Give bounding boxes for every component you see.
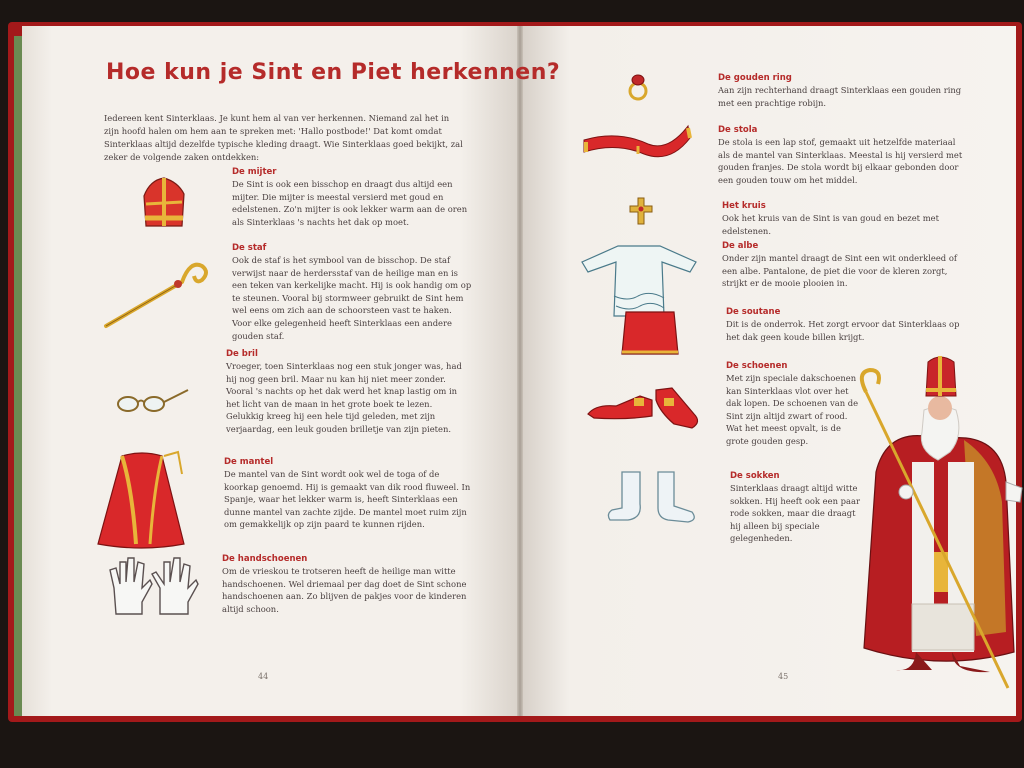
page-title: Hoe kun je Sint en Piet herkennen? (106, 60, 561, 85)
glasses-illustration (114, 386, 192, 416)
mitre-illustration (140, 176, 188, 230)
item-bril (226, 348, 472, 436)
gloves-illustration (108, 554, 200, 618)
item-gouden-ring (718, 72, 968, 109)
item-heading: De schoenen (726, 361, 788, 371)
item-heading: De soutane (726, 307, 781, 317)
item-soutane (726, 306, 972, 343)
item-text: De stola is een lap stof, gemaakt uit hetzelfde materiaal als de mantel van Sinterklaas. Meestal is hij versierd met gouden franjes. De stola wordt bij elkaar gebonden door een gouden touw om het middel. (718, 137, 963, 185)
shoes-illustration (586, 384, 706, 436)
socks-illustration (604, 468, 700, 526)
item-schoenen (726, 360, 862, 448)
item-text: Onder zijn mantel draagt de Sint een wit onderkleed of een albe. Pantalone, de piet die voor de kleren zorgt, strijkt er de mooie plooien in. (722, 253, 957, 289)
ring-illustration (624, 72, 652, 102)
item-mijter (232, 166, 472, 228)
page-number-left: 44 (258, 672, 269, 681)
item-heading: De mijter (232, 167, 277, 177)
page-number-right: 45 (778, 672, 789, 681)
book-gutter (517, 26, 523, 716)
item-heading: De mantel (224, 457, 274, 467)
item-heading: De sokken (730, 471, 780, 481)
cassock-illustration (618, 308, 682, 360)
item-heading: De staf (232, 243, 267, 253)
item-text: Ook de staf is het symbool van de bisschop. De staf verwijst naar de herdersstaf van de heilige man en is een teken van kerkelijke macht. Hij is ook handig om op te steunen. Vooral bij stormweer gebruikt de Sint hem wel eens om zich aan de schoorsteen vast te haken. Voor elke gelegenheid heeft Sinterklaas een andere gouden staf. (232, 255, 472, 341)
item-heading: De handschoenen (222, 554, 308, 564)
staff-illustration (100, 256, 212, 332)
item-text: Vroeger, toen Sinterklaas nog een stuk jonger was, had hij nog geen bril. Maar nu kan hij niet meer zonder. Vooral 's nachts op het dak werd het knap lastig om in het licht van de maan in het grote boek te lezen. Gelukkig kreeg hij een hele tijd geleden, met zijn verjaardag, een leuk gouden brilletje van zijn pieten. (226, 361, 462, 434)
item-stola (718, 124, 968, 186)
item-text: Om de vrieskou te trotseren heeft de heilige man witte handschoenen. Wel driemaal per dag doet de Sint schone handschoenen aan. Zo blijven de pakjes voor de kinderen altijd schoon. (222, 566, 467, 614)
item-albe (722, 240, 972, 290)
cross-illustration (626, 196, 656, 226)
item-text: Dit is de onderrok. Het zorgt ervoor dat Sinterklaas op het dak geen koude billen krijgt. (726, 319, 960, 342)
item-text: De Sint is ook een bisschop en draagt dus altijd een mijter. Die mijter is meestal versierd met goud en edelstenen. Zo'n mijter is ook lekker warm aan de oren als Sinterklaas 's nachts het dak op moet. (232, 179, 468, 227)
item-heading: De gouden ring (718, 73, 792, 83)
item-staf (232, 242, 472, 342)
item-heading: Het kruis (722, 201, 766, 211)
item-text: Aan zijn rechterhand draagt Sinterklaas een gouden ring met een prachtige robijn. (718, 85, 962, 108)
sinterklaas-illustration (856, 352, 1024, 692)
item-heading: De stola (718, 125, 758, 135)
stole-illustration (578, 120, 694, 176)
item-kruis (722, 200, 972, 237)
intro-paragraph: Iedereen kent Sinterklaas. Je kunt hem al van ver herkennen. Niemand zal het in zijn hoofd halen om hem aan te spreken met: 'Hallo postbode!' Dat komt omdat Sinterklaas altijd dezelfde typische kleding draagt. Wie Sinterklaas goed bekijkt, zal zeker de volgende zaken ontdekken: (104, 113, 463, 162)
item-text: Sinterklaas draagt altijd witte sokken. Hij heeft ook een paar rode sokken, maar die draagt hij alleen bij speciale gelegenheden. (730, 483, 860, 544)
item-text: De mantel van de Sint wordt ook wel de toga of de koorkap genoemd. Hij is gemaakt van dik rood fluweel. In Spanje, waar het lekker warm is, heeft Sinterklaas een dunne mantel van zachte zijde. De mantel moet ruim zijn om gemakkelijk op zijn paard te kunnen rijden. (224, 469, 471, 530)
item-heading: De albe (722, 241, 759, 251)
mantle-illustration (92, 448, 192, 554)
item-text: Met zijn speciale dakschoenen kan Sinterklaas vlot over het dak lopen. De schoenen van de Sint zijn altijd zwart of rood. Wat het meest opvalt, is de grote gouden gesp. (726, 373, 859, 446)
item-mantel (224, 456, 472, 531)
item-sokken (730, 470, 862, 545)
item-handschoenen (222, 553, 472, 615)
item-text: Ook het kruis van de Sint is van goud en bezet met edelstenen. (722, 213, 939, 236)
item-heading: De bril (226, 349, 258, 359)
